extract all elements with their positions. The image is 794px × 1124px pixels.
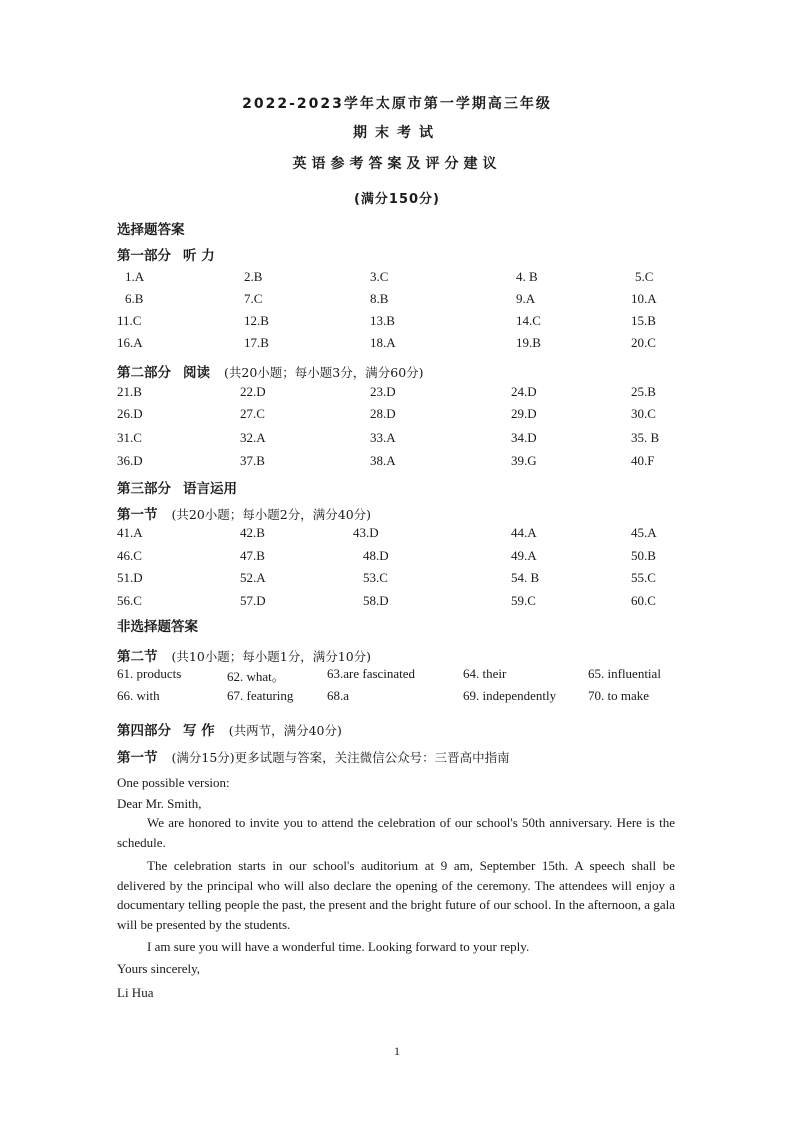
reading-answer: 33.A xyxy=(370,430,396,445)
listening-answer: 8.B xyxy=(370,291,389,306)
part2-note: (共20小题；每小题3分，满分60分) xyxy=(224,365,424,380)
listening-answer: 15.B xyxy=(631,313,656,328)
grammar-answer: 70. to make xyxy=(588,688,650,703)
cloze-answer: 45.A xyxy=(631,525,657,540)
listening-answer: 17.B xyxy=(244,335,269,350)
part4-heading xyxy=(117,719,342,739)
choice-answers-heading: 选择题答案 xyxy=(117,222,185,238)
cloze-answer: 52.A xyxy=(240,570,266,585)
cloze-answer: 57.D xyxy=(240,593,266,608)
part3-title: 第三部分 xyxy=(117,481,171,497)
reading-answer: 31.C xyxy=(117,430,142,445)
part4-title: 第四部分 xyxy=(117,723,171,739)
part3-subtitle: 语言运用 xyxy=(183,481,237,497)
part3-heading xyxy=(117,477,237,497)
cloze-answer: 43.D xyxy=(353,525,379,540)
reading-answer: 21.B xyxy=(117,384,142,399)
reading-answer: 22.D xyxy=(240,384,266,399)
reading-answer: 40.F xyxy=(631,453,655,468)
section2-note: (共10小题；每小题1分，满分10分) xyxy=(171,649,372,664)
listening-answer: 11.C xyxy=(117,313,142,328)
section1-heading xyxy=(117,503,371,523)
listening-answer: 3.C xyxy=(370,269,389,284)
part4-subtitle: 写 作 xyxy=(183,723,215,739)
listening-answer: 2.B xyxy=(244,269,263,284)
reading-answer: 35. B xyxy=(631,430,660,445)
reading-answer: 26.D xyxy=(117,406,143,421)
page-number: 1 xyxy=(394,1044,400,1058)
cloze-answer: 59.C xyxy=(511,593,536,608)
cloze-answer: 48.D xyxy=(363,548,389,563)
listening-answer: 10.A xyxy=(631,291,657,306)
part2-subtitle: 阅读 xyxy=(183,365,210,381)
grammar-answer: 68.a xyxy=(327,688,350,703)
section1-title: 第一节 xyxy=(117,507,158,523)
part1-subtitle: 听 力 xyxy=(183,248,215,264)
non-choice-answers-heading: 非选择题答案 xyxy=(117,619,198,635)
part4-note: (共两节，满分40分) xyxy=(228,723,342,738)
cloze-answer: 42.B xyxy=(240,525,265,540)
cloze-answer: 54. B xyxy=(511,570,540,585)
writing-section1-note: (满分15分)更多试题与答案，关注微信公众号：三晋高中指南 xyxy=(171,750,510,765)
listening-answer: 13.B xyxy=(370,313,395,328)
cloze-answer: 55.C xyxy=(631,570,656,585)
cloze-answer: 56.C xyxy=(117,593,142,608)
writing-section1-title: 第一节 xyxy=(117,750,158,766)
listening-answer: 5.C xyxy=(635,269,654,284)
grammar-answer: 61. products xyxy=(117,666,182,681)
essay-version-label: One possible version: xyxy=(117,775,230,790)
essay-paragraph-1: We are honored to invite you to attend the celebration of our school's 50th anniversary. Here is the schedule. xyxy=(117,815,675,850)
grammar-answer: 65. influential xyxy=(588,666,661,681)
cloze-answer: 50.B xyxy=(631,548,656,563)
listening-answer: 7.C xyxy=(244,291,263,306)
reading-answer: 23.D xyxy=(370,384,396,399)
essay-paragraph-2: The celebration starts in our school's auditorium at 9 am, September 15th. A speech shall be delivered by the principal who will also declare the opening of the ceremony. The attendees will enjoy a documentary telling people the past, the present and the bright future of our school. In the afternoon, a gala will be presented by the students. xyxy=(117,858,675,932)
reading-answer: 37.B xyxy=(240,453,265,468)
writing-section1-heading xyxy=(117,746,510,766)
reading-answer: 36.D xyxy=(117,453,143,468)
doc-title-line3: 英语参考答案及评分建议 xyxy=(292,156,502,172)
reading-answer: 30.C xyxy=(631,406,656,421)
cloze-answer: 44.A xyxy=(511,525,537,540)
listening-answer: 6.B xyxy=(125,291,144,306)
part1-title: 第一部分 xyxy=(117,248,171,264)
grammar-answer: 64. their xyxy=(463,666,507,681)
reading-answer: 27.C xyxy=(240,406,265,421)
cloze-answer: 41.A xyxy=(117,525,143,540)
essay-closing: Yours sincerely, xyxy=(117,961,201,976)
reading-answer: 24.D xyxy=(511,384,537,399)
grammar-answer: 62. what。 xyxy=(227,669,285,684)
essay-signature: Li Hua xyxy=(117,985,154,1000)
grammar-answer: 69. independently xyxy=(463,688,557,703)
listening-answer: 12.B xyxy=(244,313,269,328)
reading-answer: 34.D xyxy=(511,430,537,445)
cloze-answer: 53.C xyxy=(363,570,388,585)
grammar-answer: 67. featuring xyxy=(227,688,294,703)
reading-answer: 25.B xyxy=(631,384,656,399)
cloze-answer: 60.C xyxy=(631,593,656,608)
grammar-answer: 66. with xyxy=(117,688,160,703)
doc-title-line2: 期末考试 xyxy=(353,125,441,141)
listening-answer: 14.C xyxy=(516,313,541,328)
part2-heading xyxy=(117,361,424,381)
section2-heading xyxy=(117,645,371,665)
listening-answer: 9.A xyxy=(516,291,536,306)
listening-answer: 4. B xyxy=(516,269,538,284)
part2-title: 第二部分 xyxy=(117,365,171,381)
cloze-answer: 58.D xyxy=(363,593,389,608)
listening-answer: 1.A xyxy=(125,269,145,284)
grammar-answer: 63.are fascinated xyxy=(327,666,416,681)
essay-greeting: Dear Mr. Smith, xyxy=(117,796,202,811)
cloze-answer: 47.B xyxy=(240,548,265,563)
listening-answer: 19.B xyxy=(516,335,541,350)
section2-title: 第二节 xyxy=(117,649,158,665)
listening-answer: 20.C xyxy=(631,335,656,350)
doc-title-line1: 2022-2023学年太原市第一学期高三年级 xyxy=(242,96,552,112)
section1-note: (共20小题；每小题2分，满分40分) xyxy=(171,507,372,522)
doc-title-full-score: (满分150分) xyxy=(353,192,441,207)
essay-paragraph-3: I am sure you will have a wonderful time. Looking forward to your reply. xyxy=(147,939,530,954)
cloze-answer: 49.A xyxy=(511,548,537,563)
listening-answer: 16.A xyxy=(117,335,143,350)
reading-answer: 39.G xyxy=(511,453,537,468)
reading-answer: 38.A xyxy=(370,453,396,468)
part1-heading xyxy=(117,244,215,264)
cloze-answer: 46.C xyxy=(117,548,142,563)
listening-answer: 18.A xyxy=(370,335,396,350)
reading-answer: 32.A xyxy=(240,430,266,445)
reading-answer: 28.D xyxy=(370,406,396,421)
cloze-answer: 51.D xyxy=(117,570,143,585)
reading-answer: 29.D xyxy=(511,406,537,421)
